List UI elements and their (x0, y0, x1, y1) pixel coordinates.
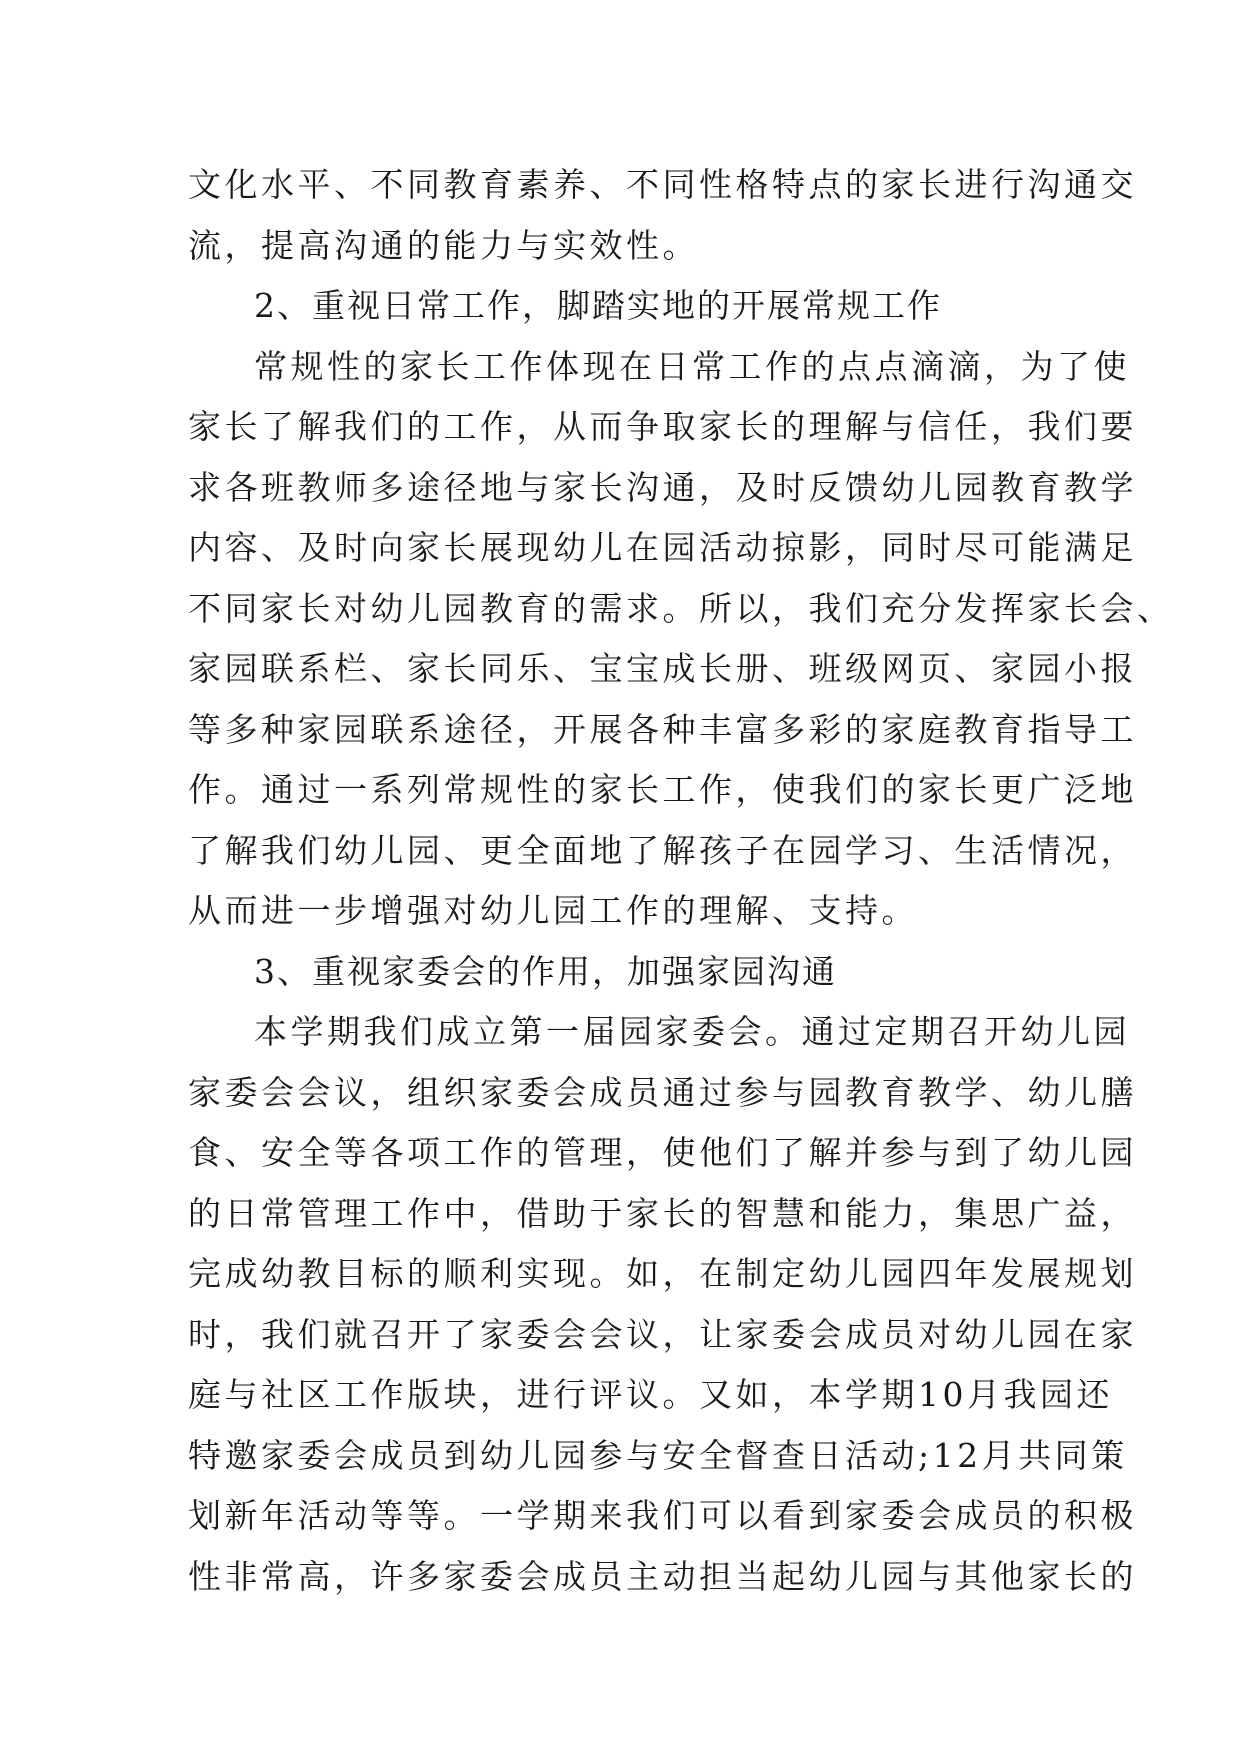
text-line: 了解我们幼儿园、更全面地了解孩子在园学习、生活情况， (188, 830, 1137, 870)
text-line: 不同家长对幼儿园教育的需求。所以，我们充分发挥家长会、 (188, 588, 1174, 628)
paragraph-first-line: 常规性的家长工作体现在日常工作的点点滴滴，为了使 (254, 346, 1130, 386)
text-line: 家园联系栏、家长同乐、宝宝成长册、班级网页、家园小报 (188, 649, 1137, 688)
text-line: 性非常高，许多家委会成员主动担当起幼儿园与其他家长的 (188, 1556, 1137, 1596)
text-line: 庭与社区工作版块，进行评议。又如，本学期10月我园还 (188, 1375, 1113, 1414)
text-line: 食、安全等各项工作的管理，使他们了解并参与到了幼儿园 (188, 1133, 1137, 1172)
text-line: 特邀家委会成员到幼儿园参与安全督查日活动;12月共同策 (188, 1435, 1128, 1475)
text-line: 划新年活动等等。一学期来我们可以看到家委会成员的积极 (188, 1496, 1137, 1535)
text-line: 家委会会议，组织家委会成员通过参与园教育教学、幼儿膳 (188, 1072, 1137, 1112)
text-line: 完成幼教目标的顺利实现。如，在制定幼儿园四年发展规划 (188, 1254, 1137, 1293)
text-line: 家长了解我们的工作，从而争取家长的理解与信任，我们要 (188, 407, 1137, 446)
text-line: 等多种家园联系途径，开展各种丰富多彩的家庭教育指导工 (188, 709, 1137, 749)
text-line: 文化水平、不同教育素养、不同性格特点的家长进行沟通交 (188, 165, 1137, 204)
text-line: 从而进一步增强对幼儿园工作的理解、支持。 (188, 891, 918, 930)
body-text (188, 155, 1174, 1607)
section-heading: 2、重视日常工作，脚踏实地的开展常规工作 (254, 286, 942, 325)
section-heading: 3、重视家委会的作用，加强家园沟通 (254, 951, 837, 991)
text-line: 的日常管理工作中，借助于家长的智慧和能力，集思广益， (188, 1193, 1137, 1233)
text-line: 流，提高沟通的能力与实效性。 (188, 225, 699, 265)
text-line: 求各班教师多途径地与家长沟通，及时反馈幼儿园教育教学 (188, 467, 1137, 507)
text-line: 内容、及时向家长展现幼儿在园活动掠影，同时尽可能满足 (188, 528, 1137, 567)
paragraph-first-line: 本学期我们成立第一届园家委会。通过定期召开幼儿园 (254, 1012, 1130, 1051)
text-line: 作。通过一系列常规性的家长工作，使我们的家长更广泛地 (188, 770, 1137, 809)
text-line: 时，我们就召开了家委会会议，让家委会成员对幼儿园在家 (188, 1314, 1137, 1354)
